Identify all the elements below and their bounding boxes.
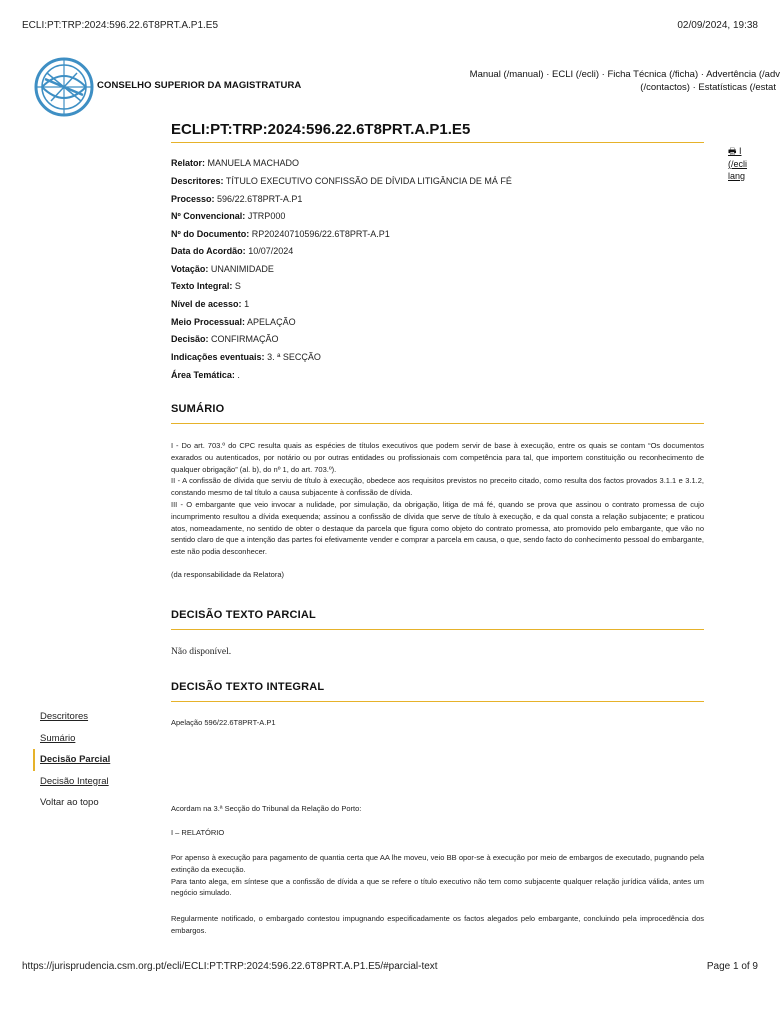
meta-value: 596/22.6T8PRT-A.P1 [217, 194, 303, 204]
meta-value: APELAÇÃO [247, 317, 296, 327]
sidenav-item-descritores[interactable] [33, 706, 143, 728]
meta-value: 3. ª SECÇÃO [267, 352, 321, 362]
meta-value: MANUELA MACHADO [207, 158, 300, 168]
print-link-cut [728, 145, 747, 183]
integral-apelacao: Apelação 596/22.6T8PRT-A.P1 [171, 718, 276, 727]
meta-label: Votação: [171, 264, 209, 274]
meta-label: Relator: [171, 158, 206, 168]
meta-label: Processo: [171, 194, 215, 204]
meta-relator [171, 158, 299, 168]
meta-label: Texto Integral: [171, 281, 233, 291]
meta-convencional [171, 211, 285, 221]
sidenav-item-topo[interactable] [33, 792, 143, 814]
print-header-url: ECLI:PT:TRP:2024:596.22.6T8PRT.A.P1.E5 [22, 20, 219, 31]
meta-value: JTRP000 [247, 211, 286, 221]
ecli-link-cut[interactable]: (/ecli [728, 158, 748, 169]
top-nav [400, 68, 780, 94]
section-heading-parcial: DECISÃO TEXTO PARCIAL [171, 609, 316, 621]
meta-area-tematica [171, 370, 240, 380]
print-header [22, 20, 758, 34]
sumario-paragraph-1: I - Do art. 703.º do CPC resulta quais as espécies de títulos executivos que podem servir de base à execução, entre os quais se contam “Os documentos exarados ou autenticados, por notário ou por outras entidades ou profissionais com competência para tal, que importem constituição ou reconhecimento de qualquer obrigação” (al. b), do nº 1, do art. 703.º). [171, 441, 704, 474]
sidenav-item-parcial[interactable] [33, 749, 143, 771]
nav-link-ficha[interactable]: Ficha Técnica (/ficha) · [607, 69, 704, 80]
sidenav-link-sumario[interactable]: Sumário [40, 732, 76, 744]
meta-texto-integral [171, 281, 241, 291]
meta-value: S [234, 281, 241, 291]
meta-value: . [237, 370, 240, 380]
sidenav-item-integral[interactable] [33, 771, 143, 793]
sumario-paragraph-3: III - O embargante que veio invocar a nulidade, por simulação, da obrigação, litiga de má fé, quando se prova que assinou o contrato promessa de cujo incumprimento resultou a dívida exequenda; assinou a confissão de dívida que serve de título à execução, e da qual consta a relação subjacente; e praticou atos, nomeadamente, no sentido de obter o destaque da parcela que figura como objeto do contrato promessa, ato promovido pelo embargante, que vão no sentido claro de que a intenção das partes foi efetivamente vender e comprar a parcela em causa, o que, sendo facto do conhecimento pessoal do embargante, este não podia desconhecer. [171, 499, 704, 557]
sumario-note: (da responsabilidade da Relatora) [171, 569, 284, 579]
nav-link-ecli[interactable]: ECLI (/ecli) · [552, 69, 605, 80]
meta-label: Indicações eventuais: [171, 352, 265, 362]
print-header-datetime: 02/09/2024, 19:38 [677, 20, 758, 31]
top-nav-row-2 [400, 81, 780, 94]
top-nav-row-1 [400, 68, 780, 81]
meta-label: Data do Acordão: [171, 246, 246, 256]
meta-decisao [171, 334, 279, 344]
sumario-text [171, 440, 704, 581]
nav-link-estatisticas[interactable]: Estatísticas (/estat [698, 82, 776, 93]
print-footer-page: Page 1 of 9 [706, 961, 758, 972]
integral-paragraph-2: Regularmente notificado, o embargado contestou impugnando especificadamente os factos alegados pelo embargante, concluindo pela improcedência dos embargos. [171, 914, 704, 935]
meta-meio-processual [171, 317, 296, 327]
meta-value: 1 [244, 299, 250, 309]
side-nav [33, 706, 143, 814]
integral-acordam: Acordam na 3.ª Secção do Tribunal da Relação do Porto: [171, 804, 362, 813]
meta-value: TÍTULO EXECUTIVO CONFISSÃO DE DÍVIDA LITIGÂNCIA DE MÁ FÉ [225, 176, 512, 186]
parcial-text: Não disponível. [171, 647, 232, 657]
sidenav-link-descritores[interactable]: Descritores [40, 711, 89, 722]
meta-processo [171, 194, 302, 204]
integral-paragraph-1 [171, 852, 704, 899]
sidenav-link-topo[interactable]: Voltar ao topo [40, 797, 99, 808]
meta-descritores [171, 176, 512, 186]
meta-value: UNANIMIDADE [210, 264, 274, 274]
integral-divider [171, 701, 704, 702]
print-footer-url: https://jurisprudencia.csm.org.pt/ecli/ECLI:PT:TRP:2024:596.22.6T8PRT.A.P1.E5/#parcial-text [22, 961, 438, 972]
meta-label: Área Temática: [171, 370, 235, 380]
meta-votacao [171, 264, 274, 274]
sidenav-link-parcial[interactable]: Decisão Parcial [40, 754, 111, 765]
brand-name[interactable]: CONSELHO SUPERIOR DA MAGISTRATURA [97, 80, 302, 91]
meta-documento [171, 229, 390, 239]
meta-label: Nível de acesso: [171, 299, 242, 309]
meta-indicacoes [171, 352, 321, 362]
meta-value: RP20240710596/22.6T8PRT-A.P1 [251, 229, 390, 239]
meta-value: CONFIRMAÇÃO [211, 334, 279, 344]
lang-link-cut[interactable]: lang [728, 171, 746, 181]
sidenav-item-sumario[interactable] [33, 728, 143, 750]
meta-nivel-acesso [171, 299, 249, 309]
section-heading-sumario: SUMÁRIO [171, 403, 225, 415]
meta-label: Decisão: [171, 334, 209, 344]
meta-label: Descritores: [171, 176, 224, 186]
print-link[interactable]: 🖶 I [728, 146, 742, 156]
sidenav-link-integral[interactable]: Decisão Integral [40, 775, 109, 787]
title-divider [171, 142, 704, 143]
nav-link-contactos[interactable]: (/contactos) · [640, 82, 696, 93]
integral-paragraph-1b: Para tanto alega, em síntese que a confissão de dívida a que se refere o título executivo não tem como subjacente qualquer relação jurídica válida, antes um negócio simulado. [171, 876, 704, 898]
parcial-divider [171, 629, 704, 630]
nav-link-advertencia[interactable]: Advertência (/adv [706, 69, 780, 80]
integral-paragraph-1a: Por apenso à execução para pagamento de quantia certa que AA lhe moveu, veio BB opor-se à execução por meio de embargos de executado, pugnando pela extinção da execução. [171, 853, 704, 874]
page-title: ECLI:PT:TRP:2024:596.22.6T8PRT.A.P1.E5 [171, 121, 471, 138]
meta-label: Meio Processual: [171, 317, 246, 327]
section-heading-integral: DECISÃO TEXTO INTEGRAL [171, 681, 325, 693]
meta-label: Nº do Documento: [171, 229, 250, 239]
meta-label: Nº Convencional: [171, 211, 246, 221]
sumario-paragraph-2: II - A confissão de dívida que serviu de título à execução, obedece aos requisitos previstos no preceito citado, como resulta dos factos provados 3.1.1 e 3.1.2, constando mesmo de tal título a causa subjacente à confissão de dívida. [171, 476, 704, 498]
csm-logo-icon[interactable] [33, 57, 95, 117]
meta-data-acordao [171, 246, 293, 256]
meta-value: 10/07/2024 [248, 246, 294, 256]
sumario-divider [171, 423, 704, 424]
integral-relatorio-heading: I – RELATÓRIO [171, 828, 225, 837]
nav-link-manual[interactable]: Manual (/manual) · [469, 69, 550, 80]
